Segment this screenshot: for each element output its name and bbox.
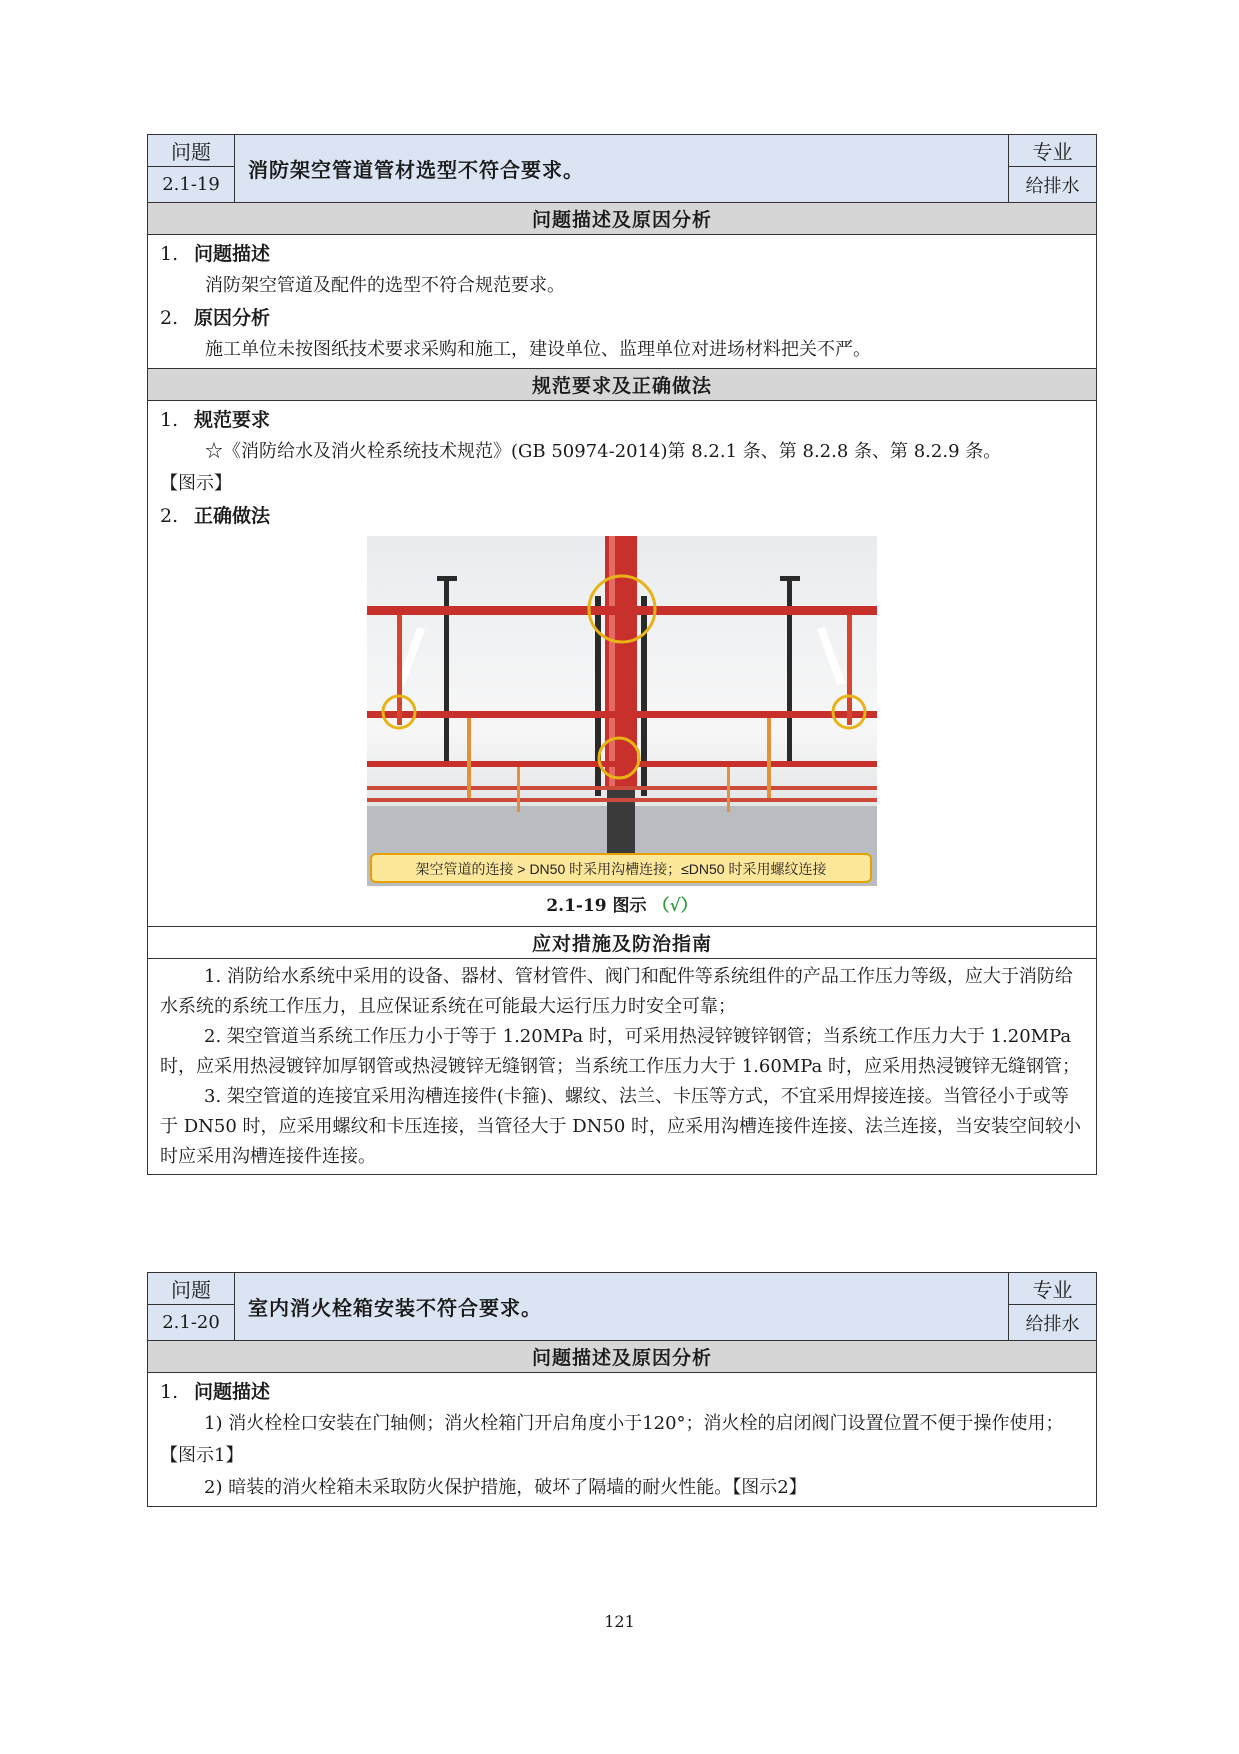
card-header — [148, 135, 1096, 203]
issue-card-2-1-20 — [147, 1272, 1097, 1507]
item-heading: 1. 问题描述 — [160, 243, 271, 265]
measure-item: 2. 架空管道当系统工作压力小于等于 1.20MPa 时，可采用热浸锌镀锌钢管；当系统工作压力大于 1.20MPa 时，应采用热浸镀锌加厚钢管或热浸镀锌无缝钢管；当系统工作压力大于 1.60MPa 时，应采用热浸镀锌无缝钢管； — [160, 1026, 1080, 1077]
section-title-analysis: 问题描述及原因分析 — [148, 1341, 1096, 1373]
standard-reference: ☆《消防给水及消火栓系统技术规范》(GB 50974-2014)第 8.2.1 条、第 8.2.8 条、第 8.2.9 条。 — [205, 441, 1002, 462]
figure-caption: 2.1-19 图示 （√） — [546, 896, 698, 916]
issue-card-2-1-19 — [147, 134, 1097, 1175]
item-heading: 2. 原因分析 — [160, 307, 271, 329]
specialty-label: 专业 — [1008, 1273, 1096, 1305]
figure-tag: 【图示】 — [160, 473, 232, 494]
page-number: 121 — [604, 1612, 635, 1631]
pipe-photo — [367, 536, 877, 886]
issue-label: 问题 — [148, 1273, 235, 1305]
section-title-analysis: 问题描述及原因分析 — [148, 203, 1096, 235]
problem-point: 1) 消火栓栓口安装在门轴侧；消火栓箱门开启角度小于120°；消火栓的启闭阀门设置位置不便于操作使用；【图示1】 — [160, 1413, 1064, 1466]
specialty-value: 给排水 — [1008, 167, 1096, 202]
item-heading: 1. 问题描述 — [160, 1381, 271, 1403]
issue-title: 消防架空管道管材选型不符合要求。 — [248, 158, 584, 182]
item-heading: 1. 规范要求 — [160, 409, 271, 431]
section-title-requirements: 规范要求及正确做法 — [148, 369, 1096, 401]
measures-body — [148, 959, 1096, 1174]
item-heading: 2. 正确做法 — [160, 505, 271, 527]
issue-title: 室内消火栓箱安装不符合要求。 — [248, 1296, 542, 1320]
issue-code: 2.1-19 — [148, 167, 235, 202]
analysis-body — [148, 1373, 1096, 1506]
problem-description: 消防架空管道及配件的选型不符合规范要求。 — [205, 275, 565, 296]
specialty-label: 专业 — [1008, 135, 1096, 167]
cause-analysis: 施工单位未按图纸技术要求采购和施工，建设单位、监理单位对进场材料把关不严。 — [205, 339, 871, 360]
figure — [160, 536, 1084, 922]
analysis-body — [148, 235, 1096, 369]
specialty-value: 给排水 — [1008, 1305, 1096, 1340]
issue-label: 问题 — [148, 135, 235, 167]
issue-code: 2.1-20 — [148, 1305, 235, 1340]
photo-banner-text: 架空管道的连接 > DN50 时采用沟槽连接；≤DN50 时采用螺纹连接 — [415, 861, 827, 877]
problem-point: 2) 暗装的消火栓箱未采取防火保护措施，破坏了隔墙的耐火性能。【图示2】 — [204, 1477, 807, 1498]
card-header — [148, 1273, 1096, 1341]
measure-item: 3. 架空管道的连接宜采用沟槽连接件(卡箍)、螺纹、法兰、卡压等方式，不宜采用焊接连接。当管径小于或等于 DN50 时，应采用螺纹和卡压连接，当管径大于 DN50 时，应采用沟槽连接件连接、法兰连接，当安装空间较小时应采用沟槽连接件连接。 — [160, 1086, 1082, 1167]
check-mark: （√） — [652, 896, 698, 916]
pipe-photo-illustration — [367, 536, 877, 886]
requirements-body — [148, 401, 1096, 927]
section-title-measures: 应对措施及防治指南 — [148, 927, 1096, 959]
measure-item: 1. 消防给水系统中采用的设备、器材、管材管件、阀门和配件等系统组件的产品工作压力等级，应大于消防给水系统的系统工作压力，且应保证系统在可能最大运行压力时安全可靠； — [160, 966, 1073, 1017]
